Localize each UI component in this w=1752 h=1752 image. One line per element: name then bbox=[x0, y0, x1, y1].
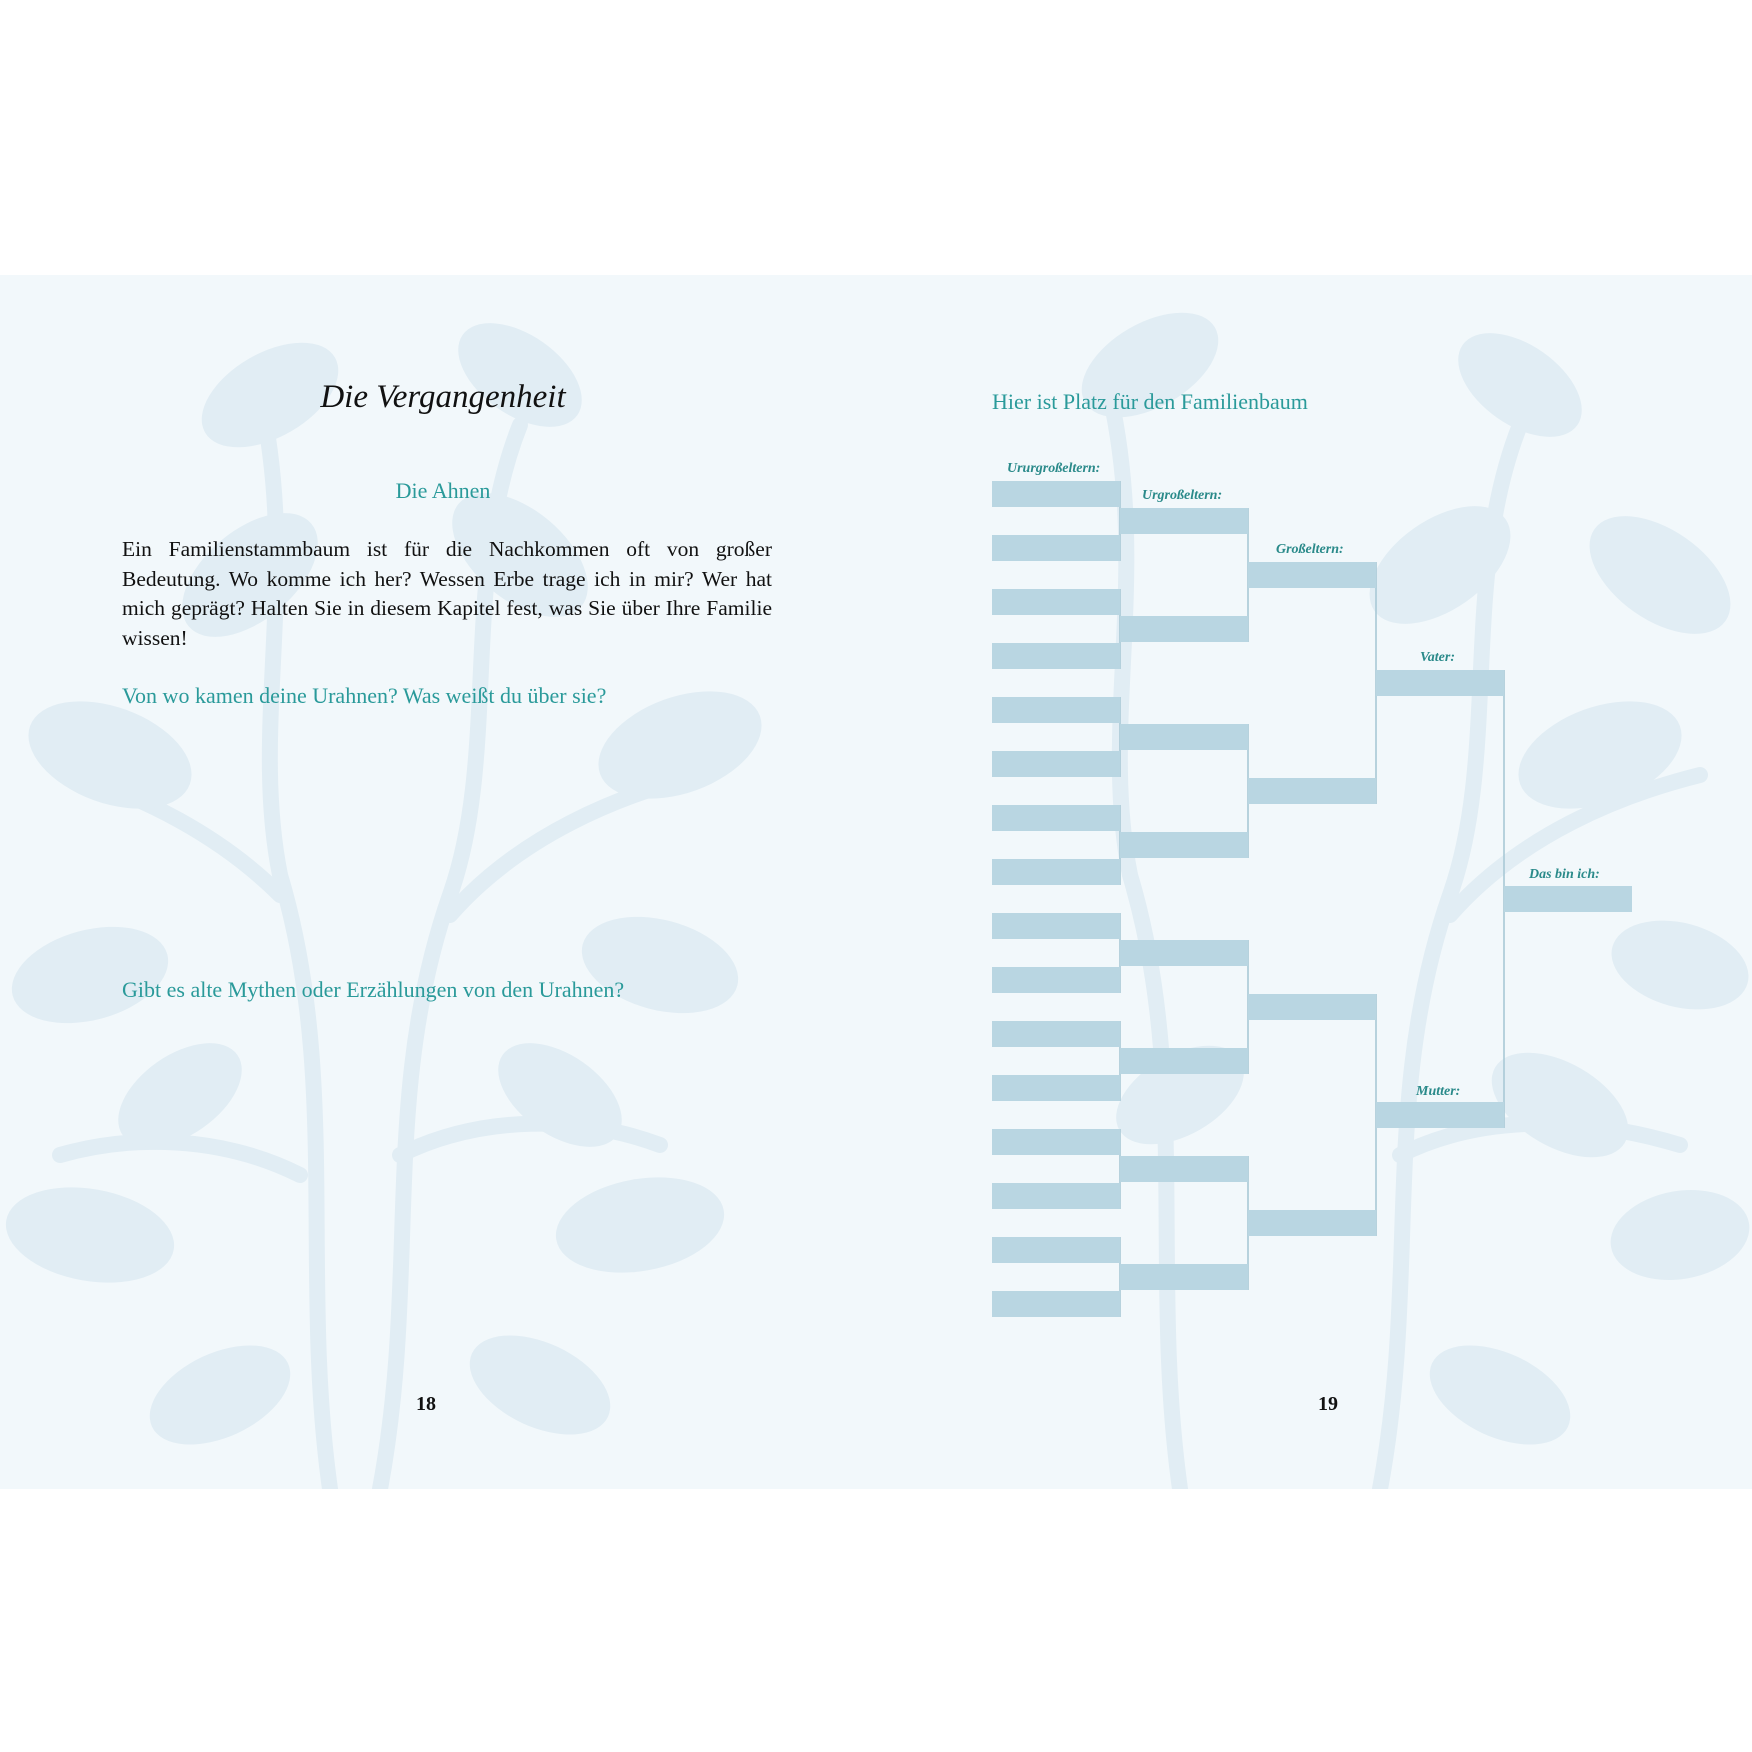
label-vater: Vater: bbox=[1420, 650, 1455, 665]
question-myths: Gibt es alte Mythen oder Erzählungen von den Urahnen? bbox=[122, 977, 625, 1002]
slot-grosseltern bbox=[1248, 1210, 1376, 1236]
label-das-bin-ich: Das bin ich: bbox=[1529, 867, 1600, 882]
slot-ururgrosseltern bbox=[992, 859, 1120, 885]
book-spread bbox=[0, 275, 1752, 1489]
slot-grosseltern bbox=[1248, 994, 1376, 1020]
slot-urgrosseltern bbox=[1120, 940, 1248, 966]
slot-grosseltern bbox=[1248, 562, 1376, 588]
slot-ururgrosseltern bbox=[992, 481, 1120, 507]
slot-urgrosseltern bbox=[1120, 832, 1248, 858]
slot-ururgrosseltern bbox=[992, 697, 1120, 723]
slot-ururgrosseltern bbox=[992, 1183, 1120, 1209]
slot-ururgrosseltern bbox=[992, 1021, 1120, 1047]
label-urgrosseltern: Urgroßeltern: bbox=[1142, 488, 1223, 503]
intro-paragraph: Ein Familienstammbaum ist für die Nachkommen oft von großer Bedeutung. Wo komme ich her? Wessen Erbe trage ich in mir? Wer hat mich geprägt? Halten Sie in diesem Kapitel fest, was Sie über Ihre Familie wissen! bbox=[122, 537, 772, 650]
question-origins: Von wo kamen deine Urahnen? Was weißt du über sie? bbox=[122, 683, 607, 708]
slot-ururgrosseltern bbox=[992, 1237, 1120, 1263]
label-grosseltern: Großeltern: bbox=[1276, 542, 1344, 557]
page-title: Die Vergangenheit bbox=[320, 379, 566, 415]
label-ururgrosseltern: Ururgroßeltern: bbox=[1007, 461, 1101, 476]
slot-ururgrosseltern bbox=[992, 535, 1120, 561]
section-title: Die Ahnen bbox=[395, 478, 491, 503]
family-tree-title: Hier ist Platz für den Familienbaum bbox=[992, 389, 1308, 414]
slot-ururgrosseltern bbox=[992, 1129, 1120, 1155]
slot-ururgrosseltern bbox=[992, 1075, 1120, 1101]
slot-urgrosseltern bbox=[1120, 616, 1248, 642]
slot-ururgrosseltern bbox=[992, 913, 1120, 939]
slot-das-bin-ich bbox=[1504, 886, 1632, 912]
page-number-right: 19 bbox=[1318, 1393, 1338, 1415]
slot-parent bbox=[1376, 670, 1504, 696]
slot-urgrosseltern bbox=[1120, 508, 1248, 534]
slot-urgrosseltern bbox=[1120, 1156, 1248, 1182]
slot-ururgrosseltern bbox=[992, 1291, 1120, 1317]
slot-ururgrosseltern bbox=[992, 967, 1120, 993]
slot-urgrosseltern bbox=[1120, 724, 1248, 750]
slot-urgrosseltern bbox=[1120, 1048, 1248, 1074]
slot-ururgrosseltern bbox=[992, 589, 1120, 615]
family-tree-chart bbox=[0, 275, 1752, 1489]
slot-parent bbox=[1376, 1102, 1504, 1128]
label-mutter: Mutter: bbox=[1416, 1084, 1461, 1099]
slot-urgrosseltern bbox=[1120, 1264, 1248, 1290]
slot-grosseltern bbox=[1248, 778, 1376, 804]
slot-ururgrosseltern bbox=[992, 751, 1120, 777]
slot-ururgrosseltern bbox=[992, 643, 1120, 669]
slot-ururgrosseltern bbox=[992, 805, 1120, 831]
page-number-left: 18 bbox=[416, 1393, 436, 1415]
